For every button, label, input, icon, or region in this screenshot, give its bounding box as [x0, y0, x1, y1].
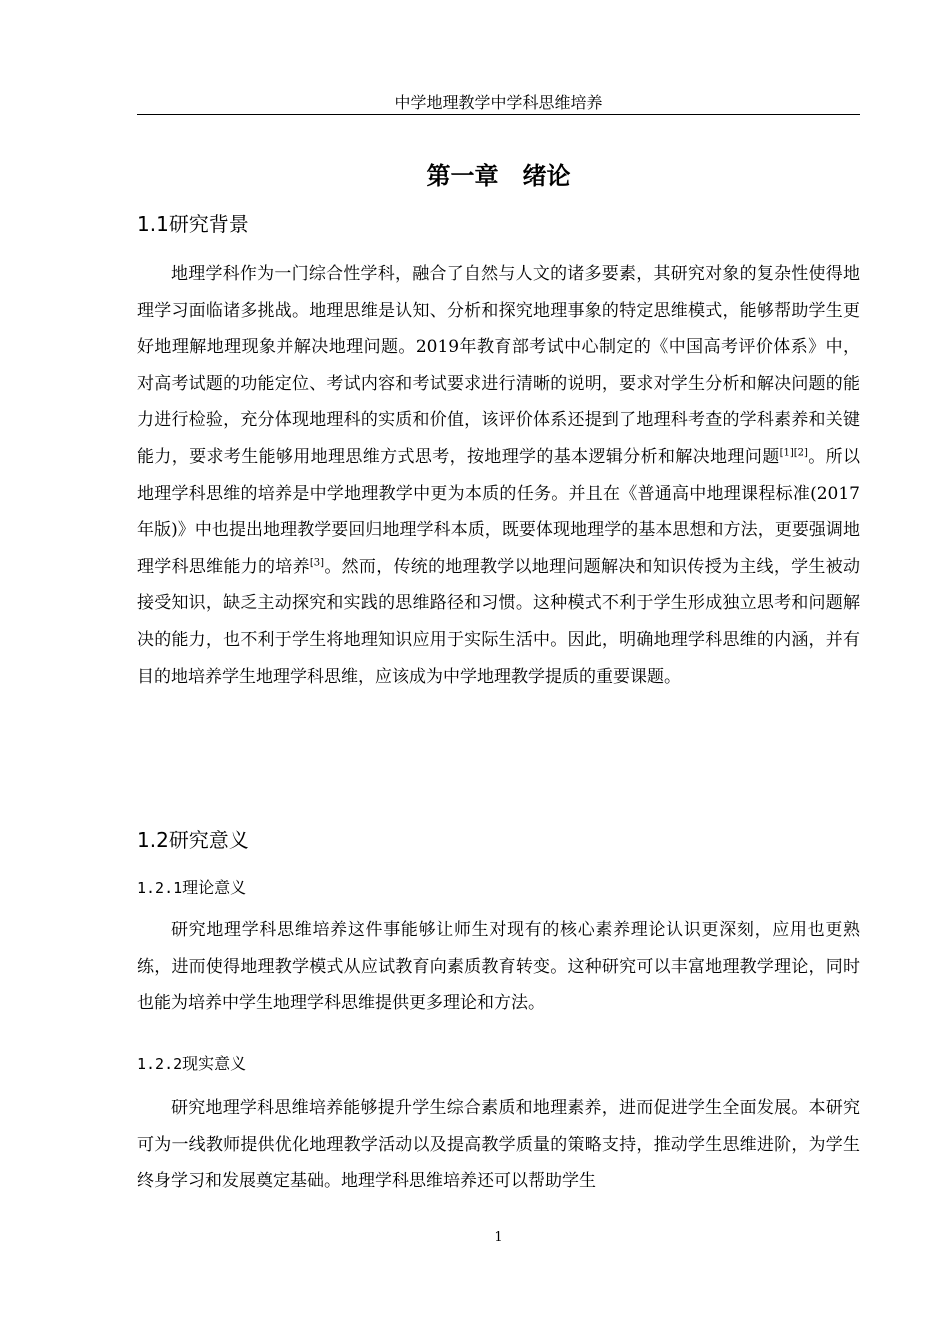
section-title: 研究背景 [168, 212, 249, 236]
section-heading-1-2 [137, 826, 249, 854]
subsection-title: 理论意义 [182, 878, 247, 897]
paragraph-text: 研究地理学科思维培养这件事能够让师生对现有的核心素养理论认识更深刻，应用也更熟练，进而使得地理教学模式从应试教育向素质教育转变。这种研究可以丰富地理教学理论，同时也能为培养中学生地理学科思维提供更多理论和方法。 [137, 920, 860, 1014]
subsection-title: 现实意义 [182, 1054, 247, 1073]
body-paragraph-theoretical [137, 912, 860, 1022]
chapter-title: 第一章 绪论 [426, 162, 571, 190]
body-paragraph-practical [137, 1090, 860, 1200]
citation: [1][2] [779, 447, 808, 459]
section-number: 1.1 [137, 212, 169, 236]
body-paragraph-background [137, 256, 860, 695]
paragraph-text: 研究地理学科思维培养能够提升学生综合素质和地理素养，进而促进学生全面发展。本研究可为一线教师提供优化地理教学活动以及提高教学质量的策略支持，推动学生思维进阶，为学生终身学习和发展奠定基础。地理学科思维培养还可以帮助学生 [137, 1098, 860, 1192]
paragraph-text: 。所以地理学科思维的培养是中学地理教学中更为本质的任务。并且在《普通高中地理课程标准(2017年版)》中也提出地理教学要回归地理学科本质，既要体现地理学的基本思想和方法，更要强调地理学科思维能力的培养 [137, 446, 861, 577]
running-header: 中学地理教学中学科思维培养 [394, 93, 603, 112]
header-rule [137, 114, 860, 115]
section-title: 研究意义 [168, 828, 249, 852]
subsection-number: 1.2.2 [137, 1055, 183, 1073]
subsection-heading-1-2-1 [137, 877, 246, 899]
subsection-heading-1-2-2 [137, 1053, 246, 1075]
subsection-number: 1.2.1 [137, 879, 183, 897]
paragraph-text: 。然而，传统的地理教学以地理问题解决和知识传授为主线，学生被动接受知识，缺乏主动探究和实践的思维路径和习惯。这种模式不利于学生形成独立思考和问题解决的能力，也不利于学生将地理知识应用于实际生活中。因此，明确地理学科思维的内涵，并有目的地培养学生地理学科思维，应该成为中学地理教学提质的重要课题。 [137, 556, 861, 687]
paragraph-text: 地理学科作为一门综合性学科，融合了自然与人文的诸多要素，其研究对象的复杂性使得地理学习面临诸多挑战。地理思维是认知、分析和探究地理事象的特定思维模式，能够帮助学生更好地理解地理现象并解决地理问题。2019年教育部考试中心制定的《中国高考评价体系》中，对高考试题的功能定位、考试内容和考试要求进行清晰的说明，要求对学生分析和解决问题的能力进行检验，充分体现地理科的实质和价值，该评价体系还提到了地理科考查的学科素养和关键能力，要求考生能够用地理思维方式思考，按地理学的基本逻辑分析和解决地理问题 [137, 264, 860, 467]
section-heading-1-1 [137, 210, 249, 238]
section-number: 1.2 [137, 828, 169, 852]
citation: [3] [309, 557, 325, 569]
page-number: 1 [494, 1230, 503, 1245]
